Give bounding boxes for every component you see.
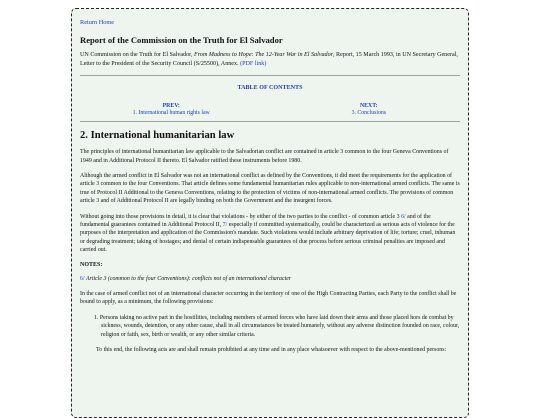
return-home-link[interactable]: Return Home: [80, 19, 115, 26]
footnote-link-6[interactable]: 6/: [401, 213, 406, 220]
paragraph-text: and of the fundamental guarantees contained in Additional Protocol II,: [80, 213, 431, 229]
report-title: Report of the Commission on the Truth for El Salvador: [80, 35, 283, 45]
paragraph: [80, 213, 460, 255]
footnote-link-7[interactable]: 7/: [222, 222, 228, 229]
paragraph: Although the armed conflict in El Salvador was not an international conflict as defined by the Conventions, it did meet the requirements for the application of article 3 common to the four Conventions. That article defines some fundamental humanitarian rules applicable to non-international armed conflicts. The same is true of Protocol II Additional to the Geneva Conventions, relating to the protection of victims of non-international armed conflicts. The provisions of common article 3 and of Additional Protocol II are legally binding on both the Government and the insurgent forces.: [80, 173, 460, 205]
footnote-anchor-6[interactable]: 6/: [80, 275, 85, 282]
paragraph-text: especially if committed systematically, could be characterized as serious acts of violence for the purposes of the interpretation and application of the Commission's mandate. Such violations would include arbitrary deprivation of life; torture; cruel, inhuman or degrading treatment; taking of hostages; and denial of certain indispensable guarantees of due process before serious criminal penalties are imposed and carried out.: [80, 222, 456, 254]
footnote-title: [80, 275, 460, 283]
paragraph: The principles of international humanitarian law applicable to the Salvadorian conflict are contained in article 3 common to the four Geneva Conventions of 1949 and in Additional Protocol II thereto. El Salvador ratified these instruments before 1980.: [80, 149, 449, 164]
footnote-intro: In the case of armed conflict not of an international character occurring in the territory of one of the High Contracting Parties, each Party to the conflict shall be bound to apply, as a minimum, the following provisions:: [80, 291, 457, 306]
citation-prefix: UN Commission on the Truth for El Salvador,: [80, 52, 195, 58]
citation-book-title: From Madness to Hope: The 12-Year War in El Salvador: [194, 52, 333, 58]
next-section-link[interactable]: 3. Conclusions: [351, 110, 387, 117]
prev-next-nav: [80, 103, 460, 117]
paragraph-text: Without going into those provisions in detail, it is clear that violations - by either of the two parties to the conflict - of common article 3: [80, 213, 402, 220]
prev-section-link[interactable]: 1. International human rights law: [132, 110, 210, 117]
list-item: 1. Persons taking no active part in the hostilities, including members of armed forces who have laid down their arms and those placed hors de combat by sickness, wounds, detention, or any other cause, shall in all circumstances be treated humanely, without any adverse distinction founded on race, colour, religion or faith, sex, birth or wealth, or any other similar criteria.: [94, 314, 460, 338]
prev-nav: [80, 103, 262, 117]
footnote-title-text: Article 3 (common to the four Conventions): conflicts not of an international character: [84, 275, 292, 282]
next-nav: [278, 103, 460, 117]
report-citation: [80, 51, 460, 68]
pdf-link[interactable]: (PDF link): [240, 60, 267, 67]
list-item-continuation: To this end, the following acts are and shall remain prohibited at any time and in any place whatsoever with respect to the above-mentioned persons:: [96, 347, 447, 354]
divider: [80, 75, 460, 76]
section-heading: 2. International humanitarian law: [80, 130, 235, 142]
divider: [80, 121, 460, 122]
prev-label[interactable]: PREV:: [162, 103, 180, 110]
report-container: [71, 8, 469, 418]
citation-suffix: , Report, 15 March 1993, in UN Secretary General, Letter to the President of the Security Council (S/25500), Annex.: [80, 52, 458, 67]
next-label[interactable]: NEXT:: [360, 103, 378, 110]
notes-heading: NOTES:: [80, 261, 103, 268]
table-of-contents-link[interactable]: TABLE OF CONTENTS: [237, 85, 303, 92]
